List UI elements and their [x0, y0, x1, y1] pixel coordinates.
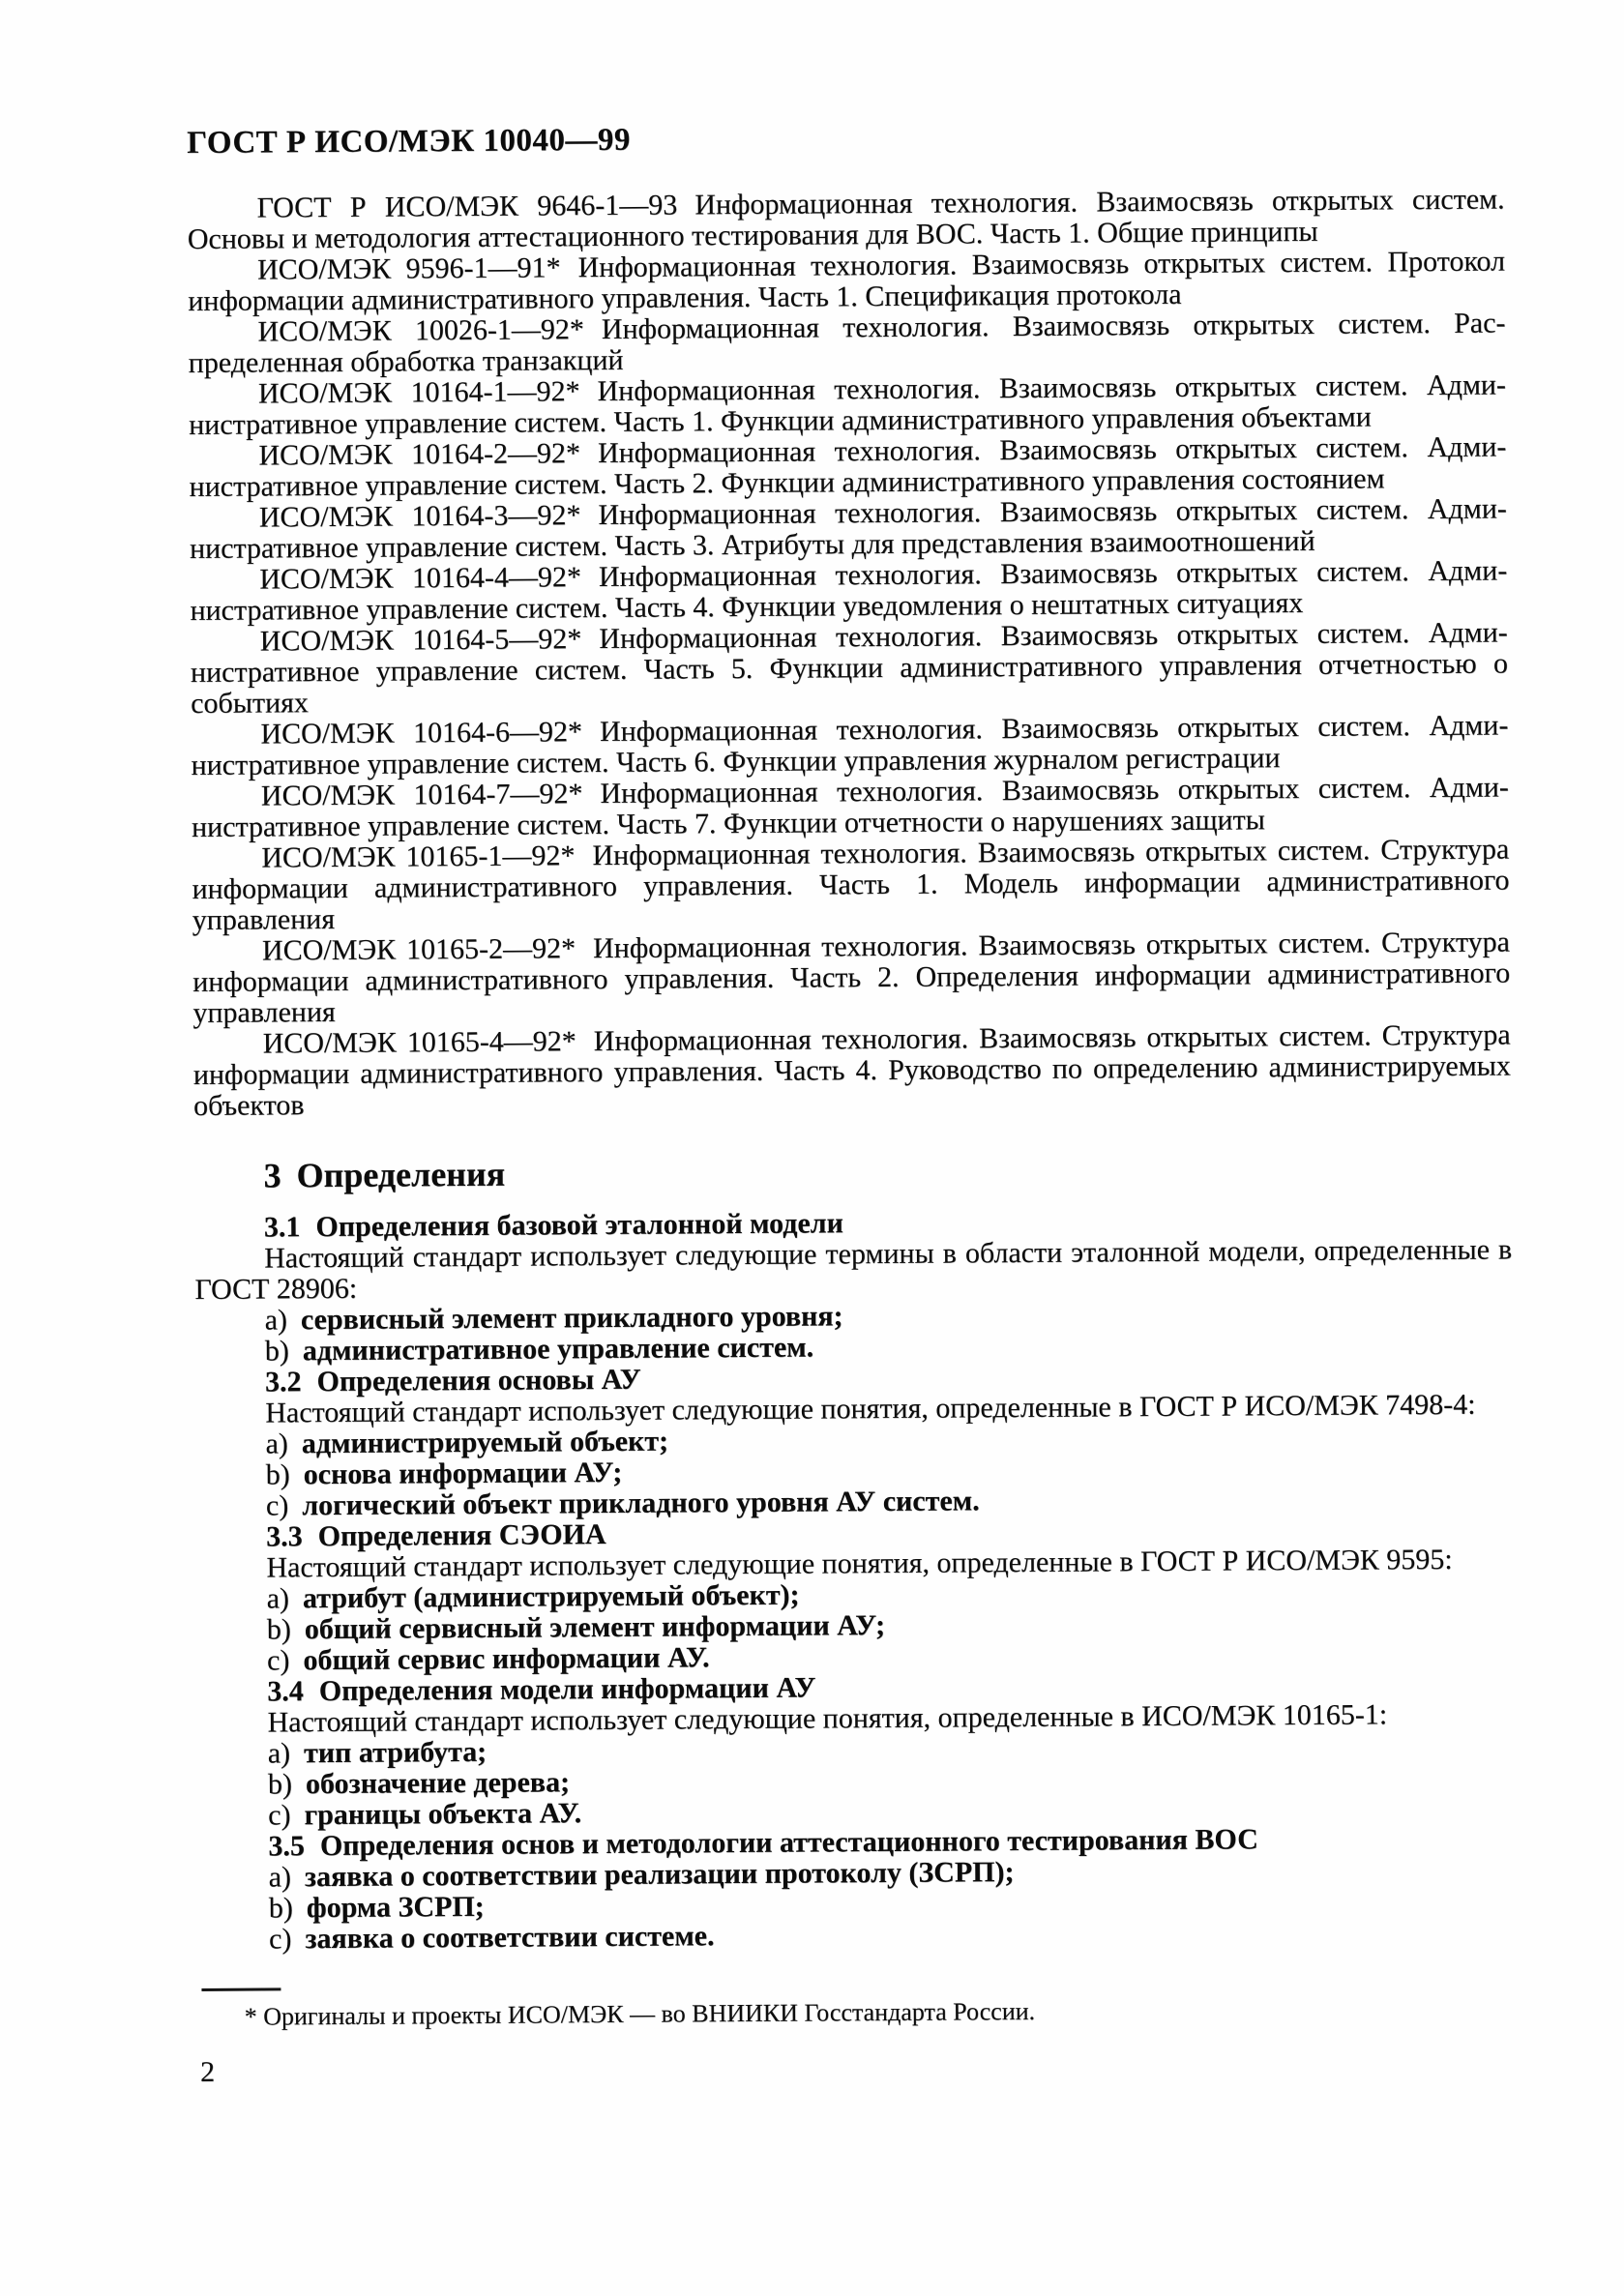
standard-code: ГОСТ Р ИСО/МЭК 9646-1—93: [256, 189, 678, 224]
section-number: 3: [263, 1156, 281, 1195]
reference-entry: ИСО/МЭК 9596-1—91* Информационная технология. Взаимосвязь открытых систем. Протокол информации административного управления. Часть 1. Спецификация протокола: [188, 245, 1506, 317]
reference-entry: ИСО/МЭК 10164-3—92* Информационная технология. Взаимосвязь открытых систем. Административное управление систем. Часть 3. Атрибуты для представления взаимоотношений: [189, 492, 1507, 565]
subsection-intro: Настоящий стандарт использует следующие понятия, определенные в ГОСТ Р ИСО/МЭК 7498-4:: [265, 1388, 1476, 1429]
item-marker: c): [266, 1644, 290, 1677]
item-marker: a): [266, 1582, 290, 1615]
standard-code: ИСО/МЭК 10164-2—92*: [258, 437, 581, 472]
section-heading: [193, 1147, 1511, 1195]
item-term: основа информации АУ;: [303, 1456, 623, 1491]
item-term: общий сервис информации АУ.: [303, 1641, 710, 1677]
reference-entry: ИСО/МЭК 10164-4—92* Информационная технология. Взаимосвязь открытых систем. Административное управление систем. Часть 4. Функции уведомления о нештатных ситуациях: [190, 554, 1508, 627]
definition-item: [199, 1915, 1517, 1956]
subsection-number: 3.1: [263, 1211, 301, 1244]
footnote-block: [199, 1979, 1517, 2032]
reference-entry: ИСО/МЭК 10165-1—92* Информационная технология. Взаимосвязь открытых систем. Структура информации административного управления. Часть 1. Модель информации административного управления: [192, 833, 1510, 936]
subsection-title: Определения основ и методологии аттестационного тестирования ВОС: [319, 1823, 1258, 1863]
standard-code: ИСО/МЭК 10164-6—92*: [260, 716, 583, 751]
footnote-rule: [201, 1987, 281, 1991]
item-marker: c): [268, 1799, 291, 1832]
item-marker: a): [267, 1737, 291, 1770]
references-list: [187, 184, 1511, 1121]
reference-entry: ИСО/МЭК 10165-4—92* Информационная технология. Взаимосвязь открытых систем. Структура информации административного управления. Часть 4. Руководство по определению администрируемых объектов: [192, 1018, 1511, 1122]
standard-code: ИСО/МЭК 10165-2—92*: [261, 932, 576, 967]
item-term: тип атрибута;: [303, 1735, 487, 1770]
standard-code: ИСО/МЭК 10164-3—92*: [258, 499, 581, 534]
subsection-number: 3.5: [268, 1830, 306, 1863]
reference-entry: ИСО/МЭК 10026-1—92* Информационная технология. Взаимосвязь открытых систем. Распределенная обработка транзакций: [188, 307, 1506, 379]
subsection-title: Определения базовой эталонной модели: [315, 1207, 843, 1244]
item-term: сервисный элемент прикладного уровня;: [300, 1300, 843, 1337]
item-term: атрибут (администрируемый объект);: [302, 1578, 800, 1615]
standard-code: ИСО/МЭК 10165-4—92*: [262, 1025, 576, 1060]
standard-code: ИСО/МЭК 10164-4—92*: [259, 561, 582, 596]
item-marker: b): [266, 1613, 291, 1646]
item-marker: a): [265, 1428, 288, 1460]
subsection-intro: Настоящий стандарт использует следующие понятия, определенные в ИСО/МЭК 10165-1:: [267, 1698, 1388, 1739]
standard-code: ИСО/МЭК 10164-1—92*: [257, 375, 580, 410]
reference-entry: ИСО/МЭК 10164-5—92* Информационная технология. Взаимосвязь открытых систем. Административное управление систем. Часть 5. Функции административного управления отчетностью о событиях: [190, 616, 1509, 720]
subsection-title: Определения основы АУ: [316, 1363, 641, 1398]
item-term: административное управление систем.: [302, 1331, 814, 1368]
standard-code: ИСО/МЭК 10026-1—92*: [257, 313, 584, 348]
item-marker: a): [264, 1304, 288, 1337]
standard-code: ИСО/МЭК 10165-1—92*: [261, 839, 576, 874]
item-term: администрируемый объект;: [301, 1425, 669, 1460]
running-header: ГОСТ Р ИСО/МЭК 10040—99: [187, 122, 632, 161]
item-marker: a): [268, 1861, 292, 1894]
reference-entry: ИСО/МЭК 10164-6—92* Информационная технология. Взаимосвязь открытых систем. Административное управление систем. Часть 6. Функции управления журналом регистрации: [191, 709, 1509, 781]
item-marker: b): [264, 1335, 289, 1368]
subsection-number: 3.2: [264, 1366, 302, 1398]
item-term: обозначение дерева;: [305, 1766, 571, 1801]
reference-entry: ГОСТ Р ИСО/МЭК 9646-1—93 Информационная технология. Взаимосвязь открытых систем. Основы и методология аттестационного тестирования для ВОС. Часть 1. Общие принципы: [187, 183, 1505, 255]
item-marker: b): [265, 1458, 290, 1491]
page-content: [187, 116, 1518, 2087]
section-title: Определения: [296, 1154, 506, 1195]
item-term: заявка о соответствии системе.: [305, 1920, 715, 1956]
item-term: логический объект прикладного уровня АУ систем.: [302, 1485, 980, 1522]
item-marker: b): [267, 1768, 293, 1801]
subsection-intro: Настоящий стандарт использует следующие понятия, определенные в ГОСТ Р ИСО/МЭК 9595:: [266, 1543, 1453, 1584]
item-term: форма ЗСРП;: [306, 1890, 485, 1925]
item-term: границы объекта АУ.: [304, 1797, 582, 1832]
item-term: общий сервисный элемент информации АУ;: [304, 1608, 886, 1646]
subsection-title: Определения СЭОИА: [317, 1518, 606, 1553]
subsection-number: 3.3: [266, 1520, 303, 1553]
page-number: 2: [199, 2055, 216, 2088]
standard-code: ИСО/МЭК 10164-5—92*: [259, 623, 582, 658]
item-marker: b): [268, 1892, 293, 1925]
subsection-intro: Настоящий стандарт использует следующие термины в области эталонной модели, определенные в ГОСТ 28906:: [194, 1233, 1513, 1306]
standard-code: ИСО/МЭК 9596-1—91*: [256, 251, 561, 286]
reference-entry: ИСО/МЭК 10165-2—92* Информационная технология. Взаимосвязь открытых систем. Структура информации административного управления. Часть 2. Определения информации административного управления: [192, 926, 1511, 1029]
item-term: заявка о соответствии реализации протоколу (ЗСРП);: [304, 1856, 1015, 1894]
definitions-sections: [194, 1203, 1517, 1955]
subsection-title: Определения модели информации АУ: [318, 1671, 816, 1708]
item-marker: c): [265, 1489, 289, 1522]
footnote-text: * Оригиналы и проекты ИСО/МЭК — во ВНИИКИ Госстандарта России.: [244, 1996, 1036, 2031]
item-marker: c): [268, 1923, 292, 1956]
reference-entry: ИСО/МЭК 10164-7—92* Информационная технология. Взаимосвязь открытых систем. Административное управление систем. Часть 7. Функции отчетности о нарушениях защиты: [191, 771, 1509, 843]
reference-entry: ИСО/МЭК 10164-2—92* Информационная технология. Взаимосвязь открытых систем. Административное управление систем. Часть 2. Функции административного управления состоянием: [189, 430, 1507, 503]
subsection-number: 3.4: [267, 1675, 304, 1708]
reference-entry: ИСО/МЭК 10164-1—92* Информационная технология. Взаимосвязь открытых систем. Административное управление систем. Часть 1. Функции административного управления объектами: [189, 368, 1507, 441]
standard-code: ИСО/МЭК 10164-7—92*: [260, 778, 583, 812]
